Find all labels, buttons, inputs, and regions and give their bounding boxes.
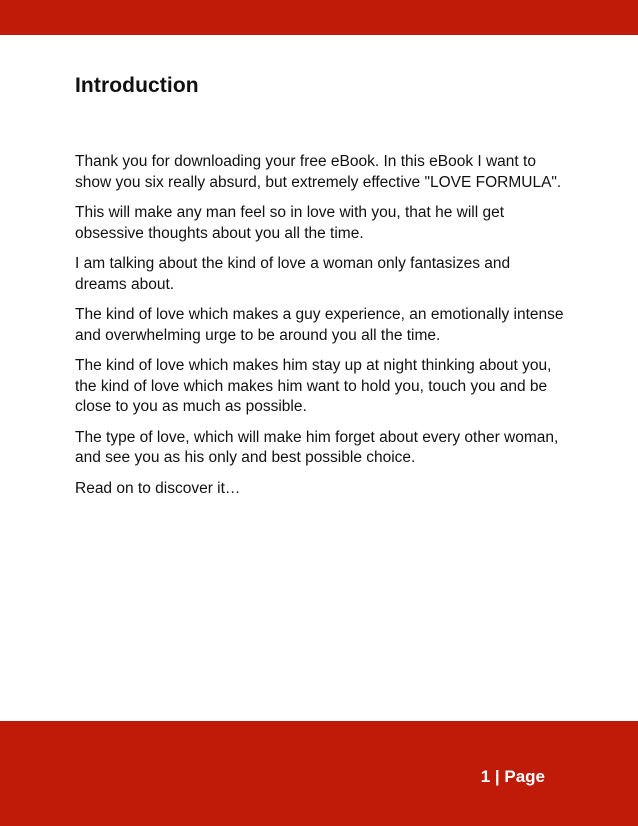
page-number-label: 1 | Page (480, 767, 545, 786)
body-text (75, 152, 565, 509)
paragraph: The kind of love which makes him stay up at night thinking about you, the kind of love which makes him want to hold you, touch you and be close to you as much as possible. (75, 357, 552, 415)
paragraph: This will make any man feel so in love with you, that he will get obsessive thoughts about you all the time. (75, 204, 505, 242)
page-heading: Introduction (75, 74, 199, 97)
paragraph: The kind of love which makes a guy experience, an emotionally intense and overwhelming urge to be around you all the time. (75, 306, 564, 344)
paragraph: The type of love, which will make him forget about every other woman, and see you as his only and best possible choice. (75, 428, 559, 466)
paragraph: Read on to discover it… (75, 479, 241, 497)
header-band (0, 0, 638, 35)
paragraph: Thank you for downloading your free eBook. In this eBook I want to show you six really absurd, but extremely effective "LOVE FORMULA". (75, 153, 562, 191)
paragraph: I am talking about the kind of love a woman only fantasizes and dreams about. (75, 255, 511, 293)
